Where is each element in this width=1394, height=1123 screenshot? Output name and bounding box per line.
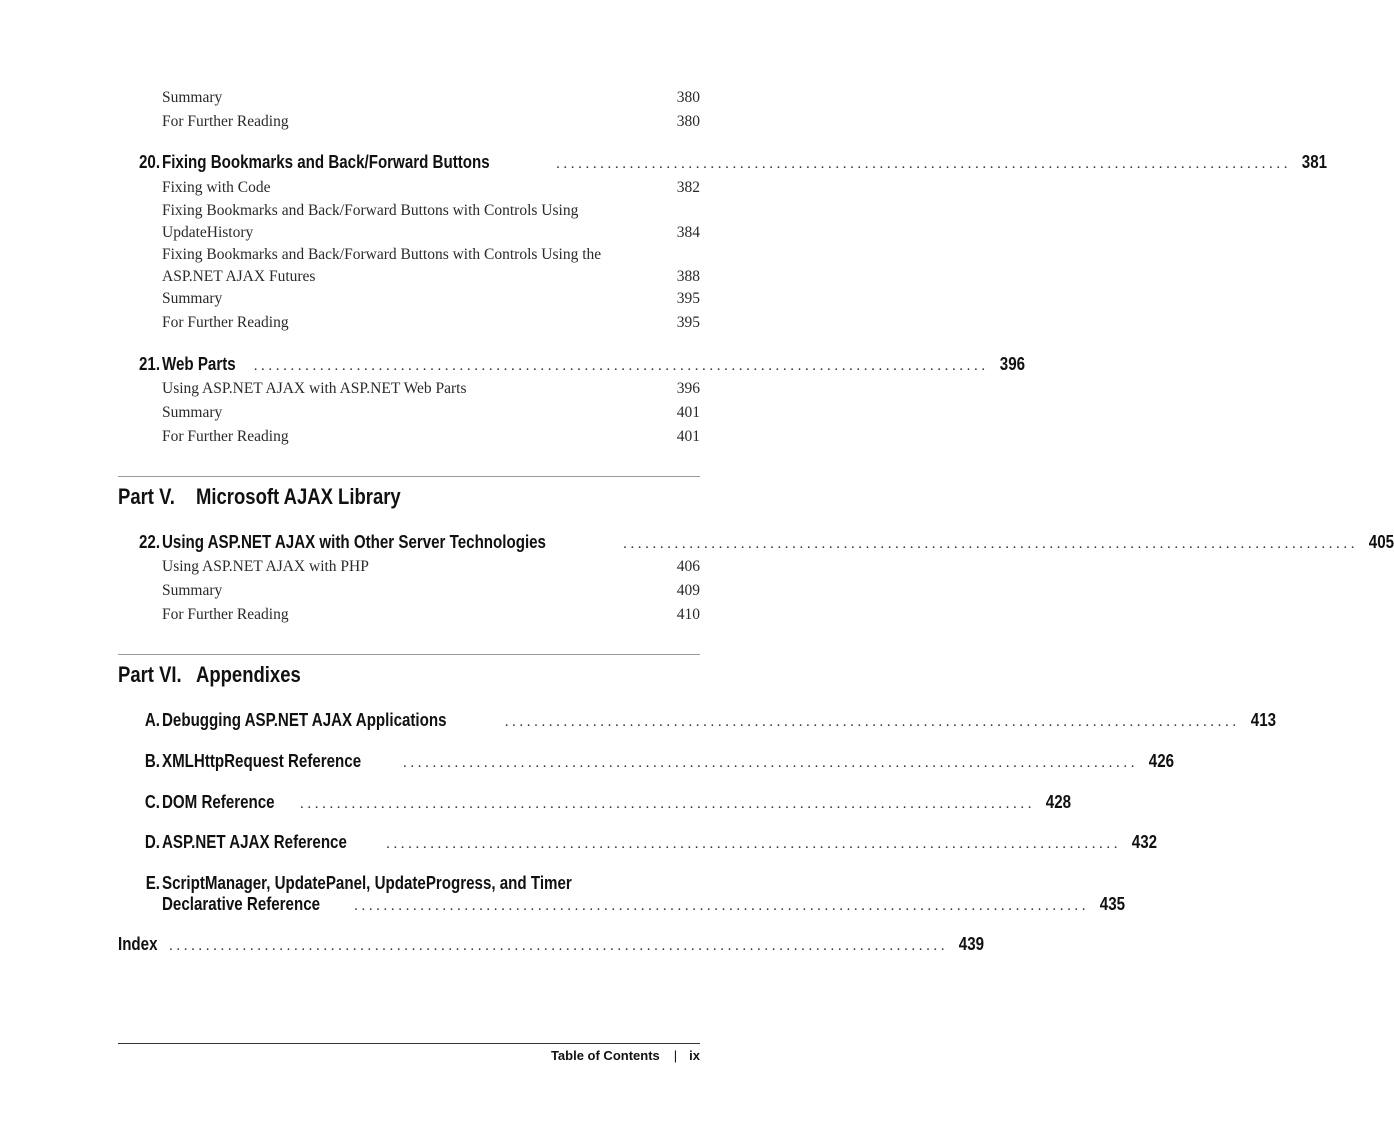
entry-title: Fixing with Code xyxy=(162,179,271,196)
footer-separator: | xyxy=(673,1047,678,1063)
entry-title: For Further Reading xyxy=(162,428,289,445)
part-label: Part VI. xyxy=(118,662,182,687)
appendix-letter: E. xyxy=(145,873,160,893)
appendix-d-entry[interactable] xyxy=(118,830,1158,854)
chapter-title: Web Parts xyxy=(162,354,236,374)
appendix-a-entry[interactable] xyxy=(118,708,1276,732)
toc-entry[interactable] xyxy=(162,288,700,310)
entry-title: For Further Reading xyxy=(162,606,289,623)
index-entry[interactable] xyxy=(118,932,985,956)
chapter-page: 396 xyxy=(999,354,1025,374)
chapter-page: 405 xyxy=(1368,532,1394,552)
toc-entry[interactable] xyxy=(162,426,700,448)
chapter-22-entry[interactable] xyxy=(118,530,1394,554)
chapter-number: 22. xyxy=(138,532,160,552)
appendix-title-line2: Declarative Reference xyxy=(162,894,321,914)
chapter-20-entry[interactable] xyxy=(118,150,1328,174)
appendix-letter: C. xyxy=(144,792,160,812)
appendix-page: 432 xyxy=(1131,832,1158,852)
entry-page: 396 xyxy=(676,380,700,397)
part-label: Part V. xyxy=(118,484,175,509)
dot-leader: .................................................................................................... xyxy=(386,836,1122,852)
toc-entry[interactable] xyxy=(162,177,700,199)
toc-entry[interactable] xyxy=(162,244,700,287)
appendix-c-entry[interactable] xyxy=(118,790,1072,814)
part-title: Appendixes xyxy=(196,662,301,687)
dot-leader: .................................................................................................... xyxy=(300,796,1036,812)
index-page: 439 xyxy=(958,934,985,954)
part-title: Microsoft AJAX Library xyxy=(196,484,401,509)
toc-entry[interactable] xyxy=(162,200,700,243)
entry-page: 409 xyxy=(676,582,700,599)
chapter-21-entry[interactable] xyxy=(118,352,1025,376)
toc-entry[interactable] xyxy=(162,87,700,109)
chapter-number: 20. xyxy=(138,152,160,172)
dot-leader: .................................................................................................... xyxy=(403,755,1139,771)
entry-page: 395 xyxy=(676,314,700,331)
appendix-title: XMLHttpRequest Reference xyxy=(162,751,362,771)
entry-page: 410 xyxy=(676,606,700,623)
footer-section: Table of Contents xyxy=(550,1047,660,1063)
entry-title-line1: Fixing Bookmarks and Back/Forward Buttons with Controls Using xyxy=(162,202,579,219)
entry-title: Summary xyxy=(162,404,223,421)
index-title: Index xyxy=(118,934,158,954)
appendix-letter: A. xyxy=(144,710,160,730)
entry-title: Summary xyxy=(162,89,223,106)
entry-page: 401 xyxy=(676,428,700,445)
entry-title: Using ASP.NET AJAX with PHP xyxy=(162,558,369,575)
entry-page: 388 xyxy=(676,267,700,285)
entry-title-line1: Fixing Bookmarks and Back/Forward Buttons with Controls Using the xyxy=(162,246,602,263)
part-divider xyxy=(118,654,700,655)
toc-entry[interactable] xyxy=(162,580,700,602)
toc-entry[interactable] xyxy=(162,312,700,334)
entry-page: 382 xyxy=(676,179,700,196)
chapter-page: 381 xyxy=(1301,152,1328,172)
chapter-title: Fixing Bookmarks and Back/Forward Buttons xyxy=(162,152,490,172)
appendix-page: 426 xyxy=(1148,751,1175,771)
entry-title: For Further Reading xyxy=(162,314,289,331)
entry-page: 384 xyxy=(676,223,700,241)
appendix-letter: B. xyxy=(144,751,160,771)
entry-title-line2: ASP.NET AJAX Futures xyxy=(162,267,316,285)
toc-entry[interactable] xyxy=(162,111,700,133)
entry-page: 380 xyxy=(676,89,700,106)
dot-leader: .................................................................................................... xyxy=(623,536,1359,552)
running-footer xyxy=(551,1046,700,1064)
appendix-title: DOM Reference xyxy=(162,792,275,812)
appendix-page: 428 xyxy=(1045,792,1072,812)
entry-title-line2: UpdateHistory xyxy=(162,223,254,241)
dot-leader: .......................................................................................................... xyxy=(169,938,949,954)
appendix-title-line1: ScriptManager, UpdatePanel, UpdateProgress, and Timer xyxy=(162,873,572,893)
chapter-title: Using ASP.NET AJAX with Other Server Technologies xyxy=(162,532,546,552)
appendix-e-entry[interactable] xyxy=(118,871,1126,917)
entry-page: 380 xyxy=(676,113,700,130)
appendix-page: 413 xyxy=(1250,710,1276,730)
appendix-title: ASP.NET AJAX Reference xyxy=(162,832,347,852)
entry-page: 406 xyxy=(676,558,700,575)
dot-leader: .................................................................................................... xyxy=(504,714,1240,730)
entry-title: Using ASP.NET AJAX with ASP.NET Web Parts xyxy=(162,380,467,397)
toc-entry[interactable] xyxy=(162,556,700,578)
appendix-title: Debugging ASP.NET AJAX Applications xyxy=(162,710,447,730)
toc-entry[interactable] xyxy=(162,402,700,424)
part-heading xyxy=(118,662,700,692)
appendix-b-entry[interactable] xyxy=(118,749,1175,773)
entry-page: 395 xyxy=(676,290,700,307)
entry-title: Summary xyxy=(162,582,223,599)
dot-leader: .................................................................................................... xyxy=(354,898,1090,914)
chapter-number: 21. xyxy=(138,354,160,374)
toc-entry[interactable] xyxy=(162,378,700,400)
page-number: ix xyxy=(689,1047,700,1063)
dot-leader: .................................................................................................... xyxy=(253,358,989,374)
appendix-letter: D. xyxy=(144,832,160,852)
appendix-page: 435 xyxy=(1099,894,1126,914)
toc-entry[interactable] xyxy=(162,604,700,626)
entry-page: 401 xyxy=(676,404,700,421)
entry-title: For Further Reading xyxy=(162,113,289,130)
part-heading xyxy=(118,484,700,514)
entry-title: Summary xyxy=(162,290,223,307)
dot-leader: .................................................................................................... xyxy=(556,156,1292,172)
part-divider xyxy=(118,476,700,477)
footer-rule xyxy=(118,1043,700,1044)
